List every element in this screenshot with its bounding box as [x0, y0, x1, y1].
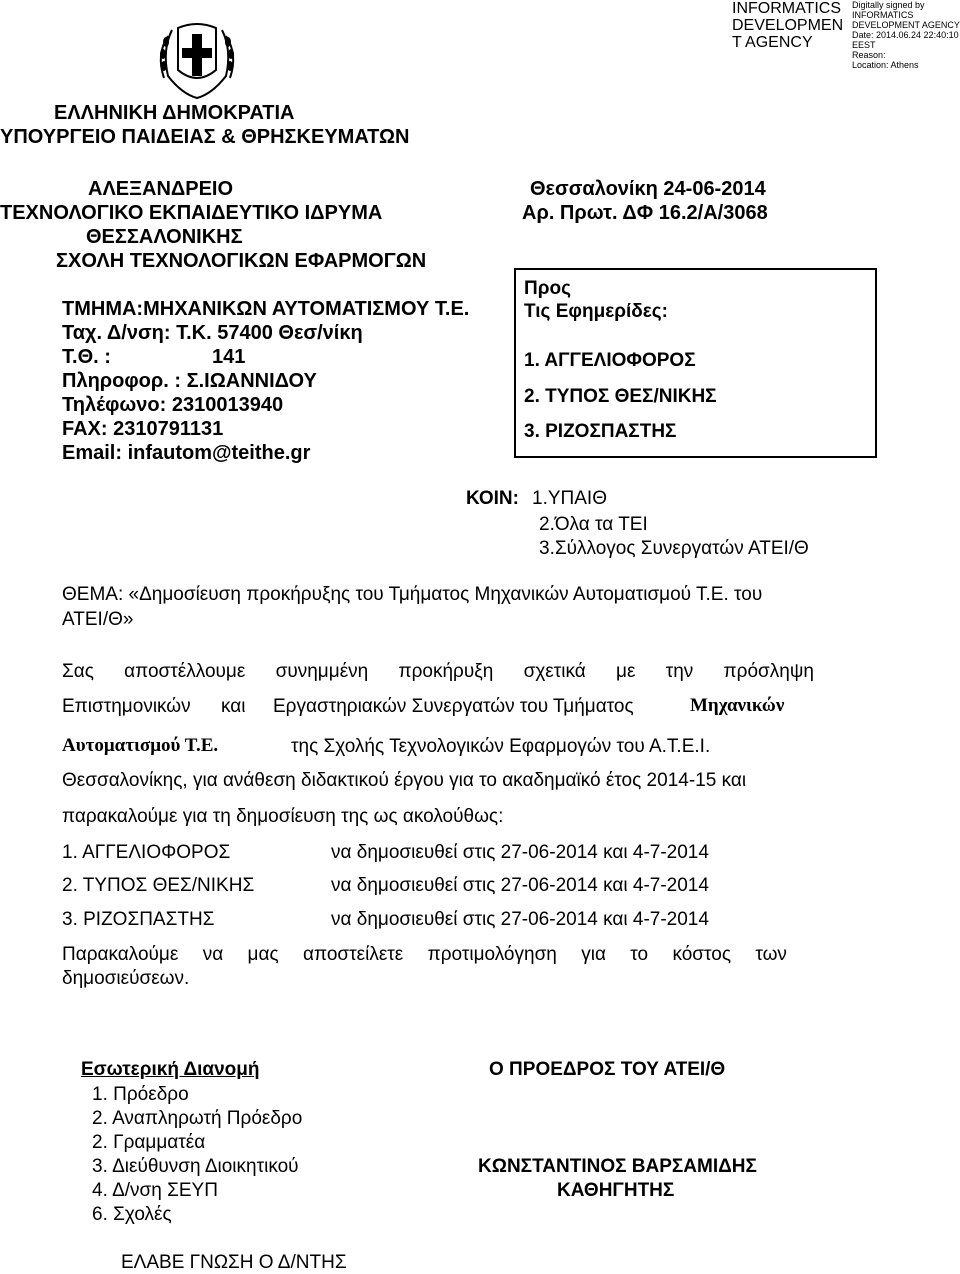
signer-role: ΚΑΘΗΓΗΤΗΣ	[557, 1180, 675, 1201]
closing-word: να	[202, 944, 224, 965]
publication-note: να δημοσιευθεί στις 27-06-2014 και 4-7-2014	[331, 875, 709, 896]
contact-person: Πληροφορ. : Σ.ΙΩΑΝΝΙΔΟΥ	[62, 370, 317, 392]
signature-left-line: INFORMATICS	[732, 0, 842, 17]
recipient-item: 3. ΡΙΖΟΣΠΑΣΤΗΣ	[524, 421, 677, 442]
body-word: προκήρυξη	[398, 661, 494, 682]
distribution-title: Εσωτερική Διανομή	[81, 1059, 260, 1080]
closing-word: το	[630, 944, 649, 965]
publication-note: να δημοσιευθεί στις 27-06-2014 και 4-7-2014	[331, 909, 709, 930]
recipients-box	[514, 268, 877, 458]
koin-item: 2.Όλα τα ΤΕΙ	[539, 514, 648, 535]
signature-detail-line: Location: Athens	[852, 60, 919, 70]
distribution-item: 3. Διεύθυνση Διοικητικού	[92, 1156, 299, 1177]
closing-word: προτιμολόγηση	[427, 944, 557, 965]
body-word: Επιστημονικών	[62, 696, 191, 717]
po-box-value: 141	[212, 346, 246, 368]
signature-left-line: T AGENCY	[732, 34, 813, 51]
subject-line: ΑΤΕΙ/Θ»	[62, 609, 134, 630]
phone: Τηλέφωνο: 2310013940	[62, 394, 284, 416]
publication-name: 1. ΑΓΓΕΛΙΟΦΟΡΟΣ	[62, 842, 231, 863]
body-text: Θεσσαλονίκης, για ανάθεση διδακτικού έργου για το ακαδημαϊκό έτος 2014-15 και	[62, 770, 747, 791]
fax: FAX: 2310791131	[62, 418, 224, 440]
closing-word: για	[581, 944, 606, 965]
distribution-item: 4. Δ/νση ΣΕΥΠ	[92, 1180, 218, 1201]
signature-detail-line: DEVELOPMENT AGENCY	[852, 20, 960, 30]
distribution-item: 6. Σχολές	[92, 1204, 172, 1225]
date-line: Θεσσαλονίκη 24-06-2014	[530, 178, 766, 200]
institution-line: ΑΛΕΞΑΝΔΡΕΙΟ	[88, 178, 234, 200]
body-word: συνημμένη	[275, 661, 369, 682]
digital-signature	[732, 0, 960, 70]
body-word: αποστέλλουμε	[124, 661, 246, 682]
body-word: με	[616, 661, 636, 682]
signature-detail-line: INFORMATICS	[852, 10, 914, 20]
signature-detail-line: Reason:	[852, 50, 886, 60]
recipients-to: Προς	[524, 278, 571, 299]
distribution-item: 2. Γραμματέα	[92, 1132, 206, 1153]
recipients-newspapers: Τις Εφημερίδες:	[524, 301, 668, 322]
koin-item: 1.ΥΠΑΙΘ	[532, 488, 607, 509]
ministry-title: ΥΠΟΥΡΓΕΙΟ ΠΑΙΔΕΙΑΣ & ΘΡΗΣΚΕΥΜΑΤΩΝ	[0, 126, 410, 148]
closing-word: αποστείλετε	[303, 944, 404, 965]
signature-left	[732, 0, 843, 51]
koin-item: 3.Σύλλογος Συνεργατών ΑΤΕΙ/Θ	[539, 538, 809, 559]
body-word: πρόσληψη	[723, 661, 814, 682]
closing-line	[62, 943, 787, 966]
coat-of-arms-icon	[148, 20, 246, 100]
signature-detail-line: Digitally signed by	[852, 0, 925, 10]
publication-name: 3. ΡΙΖΟΣΠΑΣΤΗΣ	[62, 909, 215, 930]
republic-title: ΕΛΛΗΝΙΚΗ ΔΗΜΟΚΡΑΤΙΑ	[54, 102, 295, 124]
body-text: παρακαλούμε για τη δημοσίευση της ως ακολούθως:	[62, 806, 504, 827]
body-word: και	[221, 696, 246, 717]
body-emphasis: Μηχανικών	[690, 695, 785, 716]
publication-name: 2. ΤΥΠΟΣ ΘΕΣ/ΝΙΚΗΣ	[62, 875, 255, 896]
institution-line: ΤΕΧΝΟΛΟΓΙΚΟ ΕΚΠΑΙΔΕΥΤΙΚΟ ΙΔΡΥΜΑ	[0, 202, 383, 224]
protocol-number: Αρ. Πρωτ. ΔΦ 16.2/Α/3068	[522, 202, 768, 224]
signature-details	[852, 0, 960, 70]
signer-name: ΚΩΝΣΤΑΝΤΙΝΟΣ ΒΑΡΣΑΜΙΔΗΣ	[478, 1156, 757, 1177]
koin-label: ΚΟΙΝ:	[466, 488, 519, 509]
body-text: Εργαστηριακών Συνεργατών του Τμήματος	[273, 696, 634, 717]
signature-detail-line: Date: 2014.06.24 22:40:10	[852, 30, 959, 40]
school-name: ΣΧΟΛΗ ΤΕΧΝΟΛΟΓΙΚΩΝ ΕΦΑΡΜΟΓΩΝ	[56, 250, 427, 272]
subject-line: ΘΕΜΑ: «Δημοσίευση προκήρυξης του Τμήματος Μηχανικών Αυτοματισμού Τ.Ε. του	[62, 584, 763, 605]
department-name: ΤΜΗΜΑ:ΜΗΧΑΝΙΚΩΝ ΑΥΤΟΜΑΤΙΣΜΟΥ Τ.Ε.	[62, 298, 470, 320]
institution-line: ΘΕΣΣΑΛΟΝΙΚΗΣ	[86, 226, 243, 248]
body-word: σχετικά	[523, 661, 586, 682]
body-emphasis: Αυτοματισμού Τ.Ε.	[62, 735, 219, 756]
body-text: της Σχολής Τεχνολογικών Εφαρμογών του Α.Τ.Ε.Ι.	[291, 736, 711, 757]
body-word: την	[665, 661, 694, 682]
signer-title: Ο ΠΡΟΕΔΡΟΣ ΤΟΥ ΑΤΕΙ/Θ	[489, 1059, 726, 1080]
po-box-label: Τ.Θ. :	[62, 346, 111, 368]
closing-word: κόστος	[672, 944, 731, 965]
distribution-item: 2. Αναπληρωτή Πρόεδρο	[92, 1108, 303, 1129]
signature-detail-line: EEST	[852, 40, 876, 50]
postal-address: Ταχ. Δ/νση: Τ.Κ. 57400 Θεσ/νίκη	[62, 322, 363, 344]
closing-word: μας	[247, 944, 279, 965]
closing-word: Παρακαλούμε	[62, 944, 179, 965]
publication-note: να δημοσιευθεί στις 27-06-2014 και 4-7-2014	[331, 842, 709, 863]
recipient-item: 1. ΑΓΓΕΛΙΟΦΟΡΟΣ	[524, 350, 696, 371]
recipient-item: 2. ΤΥΠΟΣ ΘΕΣ/ΝΙΚΗΣ	[524, 386, 717, 407]
body-line	[62, 660, 814, 683]
distribution-item: 1. Πρόεδρο	[92, 1084, 189, 1105]
email: Email: infautom@teithe.gr	[62, 442, 311, 464]
signature-left-line: DEVELOPMEN	[732, 17, 844, 34]
body-word: Σας	[62, 661, 94, 682]
footer-note: ΕΛΑΒΕ ΓΝΩΣΗ Ο Δ/ΝΤΗΣ	[121, 1252, 347, 1273]
closing-word: των	[755, 944, 787, 965]
closing-text: δημοσιεύσεων.	[62, 968, 190, 989]
